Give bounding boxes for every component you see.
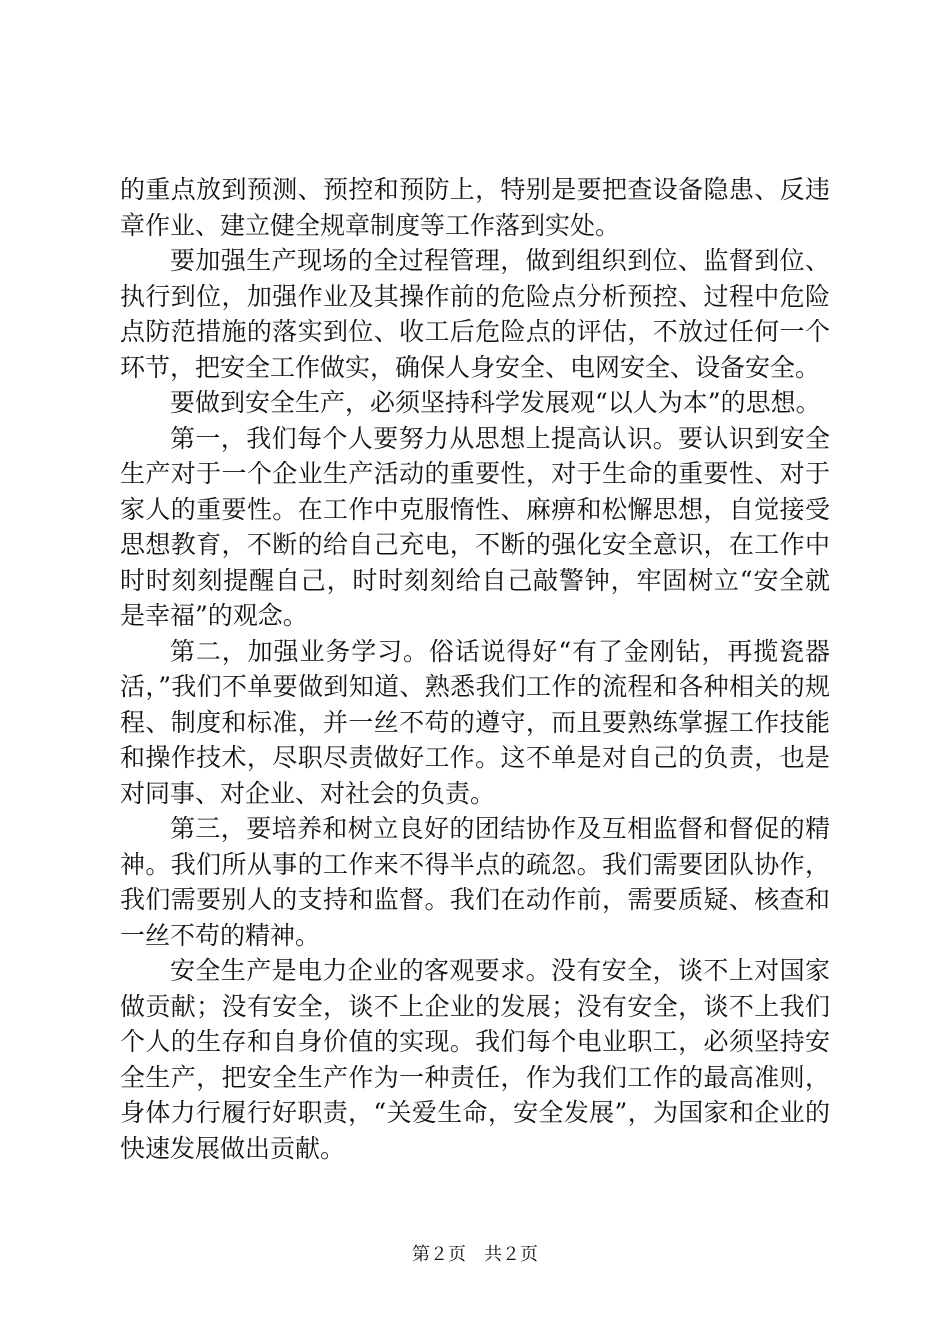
paragraph-continuation: 的重点放到预测、预控和预防上，特别是要把查设备隐患、反违章作业、建立健全规章制度等工作落到实处。 xyxy=(120,175,830,240)
paragraph-third-point: 第三，要培养和树立良好的团结协作及互相监督和督促的精神。我们所从事的工作来不得半点的疏忽。我们需要团队协作，我们需要别人的支持和监督。我们在动作前，需要质疑、核查和一丝不苟的精神。 xyxy=(120,814,830,950)
paragraph-second-point: 第二，加强业务学习。俗话说得好“有了金刚钻，再揽瓷器活，”我们不单要做到知道、熟悉我们工作的流程和各种相关的规程、制度和标准，并一丝不苟的遵守，而且要熟练掌握工作技能和操作技术，尽职尽责做好工作。这不单是对自己的负责，也是对同事、对企业、对社会的负责。 xyxy=(120,636,830,808)
document-body xyxy=(120,172,830,1166)
page-number-footer: 第２页 共２页 xyxy=(412,1244,538,1265)
paragraph-first-point: 第一，我们每个人要努力从思想上提高认识。要认识到安全生产对于一个企业生产活动的重要性，对于生命的重要性、对于家人的重要性。在工作中克服惰性、麻痹和松懈思想，自觉接受思想教育，不断的给自己充电，不断的强化安全意识，在工作中时时刻刻提醒自己，时时刻刻给自己敲警钟，牢固树立“安全就是幸福”的观念。 xyxy=(120,423,830,630)
paragraph-people-oriented: 要做到安全生产，必须坚持科学发展观“以人为本”的思想。 xyxy=(170,388,821,417)
paragraph-conclusion: 安全生产是电力企业的客观要求。没有安全，谈不上对国家做贡献；没有安全，谈不上企业的发展；没有安全，谈不上我们个人的生存和自身价值的实现。我们每个电业职工，必须坚持安全生产，把安全生产作为一种责任，作为我们工作的最高准则，身体力行履行好职责，“关爱生命，安全发展”，为国家和企业的快速发展做出贡献。 xyxy=(120,956,830,1163)
paragraph-site-management: 要加强生产现场的全过程管理，做到组织到位、监督到位、执行到位，加强作业及其操作前的危险点分析预控、过程中危险点防范措施的落实到位、收工后危险点的评估，不放过任何一个环节，把安全工作做实，确保人身安全、电网安全、设备安全。 xyxy=(120,246,830,382)
